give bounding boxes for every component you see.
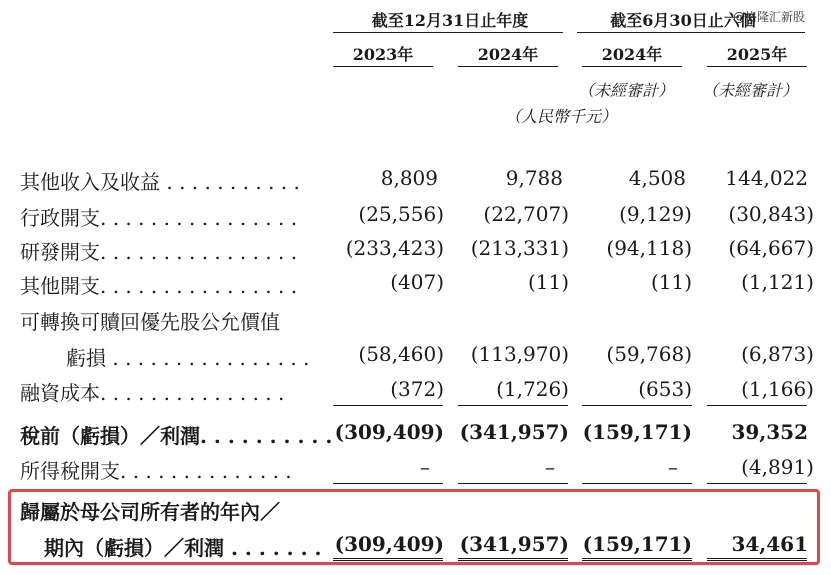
unaudited-col-3: （未經審計） bbox=[577, 81, 674, 100]
row-label-fv-loss-line2: 虧損 . . . . . . . . . . . . . . . . bbox=[66, 346, 310, 370]
year-rule-4 bbox=[707, 66, 807, 67]
cell-rnd-h2024: (94,118) bbox=[606, 236, 692, 260]
cell-finance-h2025: (1,166) bbox=[741, 377, 814, 401]
total-rule-1 bbox=[333, 483, 443, 484]
cell-tax-2024: – bbox=[545, 455, 555, 479]
cell-finance-2023: (372) bbox=[390, 377, 444, 401]
unaudited-col-4: （未經審計） bbox=[701, 81, 798, 100]
cell-other-income-2024: 9,788 bbox=[505, 166, 563, 190]
row-label-attrib-line1: 歸屬於母公司所有者的年內／ bbox=[20, 500, 280, 524]
cell-pretax-h2024: (159,171) bbox=[582, 420, 692, 444]
cell-pretax-2024: (341,957) bbox=[459, 420, 569, 444]
year-rule-1 bbox=[333, 66, 433, 67]
cell-fv-loss-h2024: (59,768) bbox=[606, 342, 692, 366]
year-rule-2 bbox=[458, 66, 558, 67]
cell-finance-2024: (1,726) bbox=[496, 377, 569, 401]
cell-attrib-h2024: (159,171) bbox=[582, 532, 692, 556]
year-rule-3 bbox=[582, 66, 682, 67]
cell-rnd-2023: (233,423) bbox=[345, 236, 444, 260]
row-label-finance-cost: 融資成本. . . . . . . . . . . . . . . bbox=[20, 381, 285, 405]
cell-other-income-h2024: 4,508 bbox=[628, 166, 686, 190]
cell-attrib-h2025: 34,461 bbox=[731, 532, 808, 556]
header-group-annual: 截至12月31日止年度 bbox=[371, 11, 529, 30]
year-col-2: 2024年 bbox=[477, 45, 539, 64]
row-label-tax: 所得稅開支. . . . . . . . . . . . . . bbox=[20, 459, 292, 483]
row-label-admin: 行政開支. . . . . . . . . . . . . . . . bbox=[20, 206, 298, 230]
cell-other-exp-h2024: (11) bbox=[650, 270, 692, 294]
cell-finance-h2024: (653) bbox=[638, 377, 692, 401]
header-rule-annual bbox=[333, 32, 563, 33]
year-col-4: 2025年 bbox=[726, 45, 788, 64]
cell-other-exp-2024: (11) bbox=[527, 270, 569, 294]
year-col-3: 2024年 bbox=[601, 45, 663, 64]
cell-admin-h2024: (9,129) bbox=[619, 202, 692, 226]
cell-admin-2023: (25,556) bbox=[358, 202, 444, 226]
cell-tax-h2025: (4,891) bbox=[741, 455, 814, 479]
row-label-other-expenses: 其他開支. . . . . . . . . . . . . . . . bbox=[20, 274, 298, 298]
row-label-rnd: 研發開支. . . . . . . . . . . . . . . . bbox=[20, 240, 298, 264]
row-label-fv-loss-line1: 可轉換可贖回優先股公允價值 bbox=[20, 310, 280, 334]
watermark: @格隆汇新股 bbox=[733, 10, 806, 24]
total-rule-4 bbox=[707, 483, 807, 484]
year-col-1: 2023年 bbox=[352, 45, 414, 64]
row-label-other-income: 其他收入及收益 . . . . . . . . . . . bbox=[20, 170, 300, 194]
cell-tax-h2024: – bbox=[668, 455, 678, 479]
subtotal-rule-1 bbox=[333, 405, 443, 406]
row-label-pretax: 稅前（虧損）／利潤. . . . . . . . . . bbox=[20, 424, 333, 448]
subtotal-rule-2 bbox=[458, 405, 568, 406]
highlight-box bbox=[8, 489, 820, 565]
cell-other-exp-2023: (407) bbox=[390, 270, 444, 294]
subtotal-rule-3 bbox=[582, 405, 692, 406]
cell-pretax-h2025: 39,352 bbox=[731, 420, 808, 444]
cell-attrib-2023: (309,409) bbox=[334, 532, 444, 556]
cell-fv-loss-2023: (58,460) bbox=[358, 342, 444, 366]
cell-other-income-2023: 8,809 bbox=[380, 166, 438, 190]
cell-other-income-h2025: 144,022 bbox=[725, 166, 808, 190]
header-group-interim: 截至6月30日止六個 bbox=[610, 11, 756, 30]
header-rule-interim bbox=[577, 32, 805, 33]
total-rule-3 bbox=[582, 483, 692, 484]
subtotal-rule-4 bbox=[707, 405, 807, 406]
row-label-attrib-line2: 期內（虧損）／利潤 . . . . . . . bbox=[44, 536, 322, 560]
cell-rnd-2024: (213,331) bbox=[470, 236, 569, 260]
cell-fv-loss-2024: (113,970) bbox=[470, 342, 569, 366]
cell-rnd-h2025: (64,667) bbox=[728, 236, 814, 260]
cell-tax-2023: – bbox=[420, 455, 430, 479]
cell-admin-h2025: (30,843) bbox=[728, 202, 814, 226]
cell-other-exp-h2025: (1,121) bbox=[741, 270, 814, 294]
unit-label: （人民幣千元） bbox=[505, 107, 618, 126]
total-rule-2 bbox=[458, 483, 568, 484]
cell-attrib-2024: (341,957) bbox=[459, 532, 569, 556]
cell-admin-2024: (22,707) bbox=[483, 202, 569, 226]
cell-pretax-2023: (309,409) bbox=[334, 420, 444, 444]
cell-fv-loss-h2025: (6,873) bbox=[741, 342, 814, 366]
